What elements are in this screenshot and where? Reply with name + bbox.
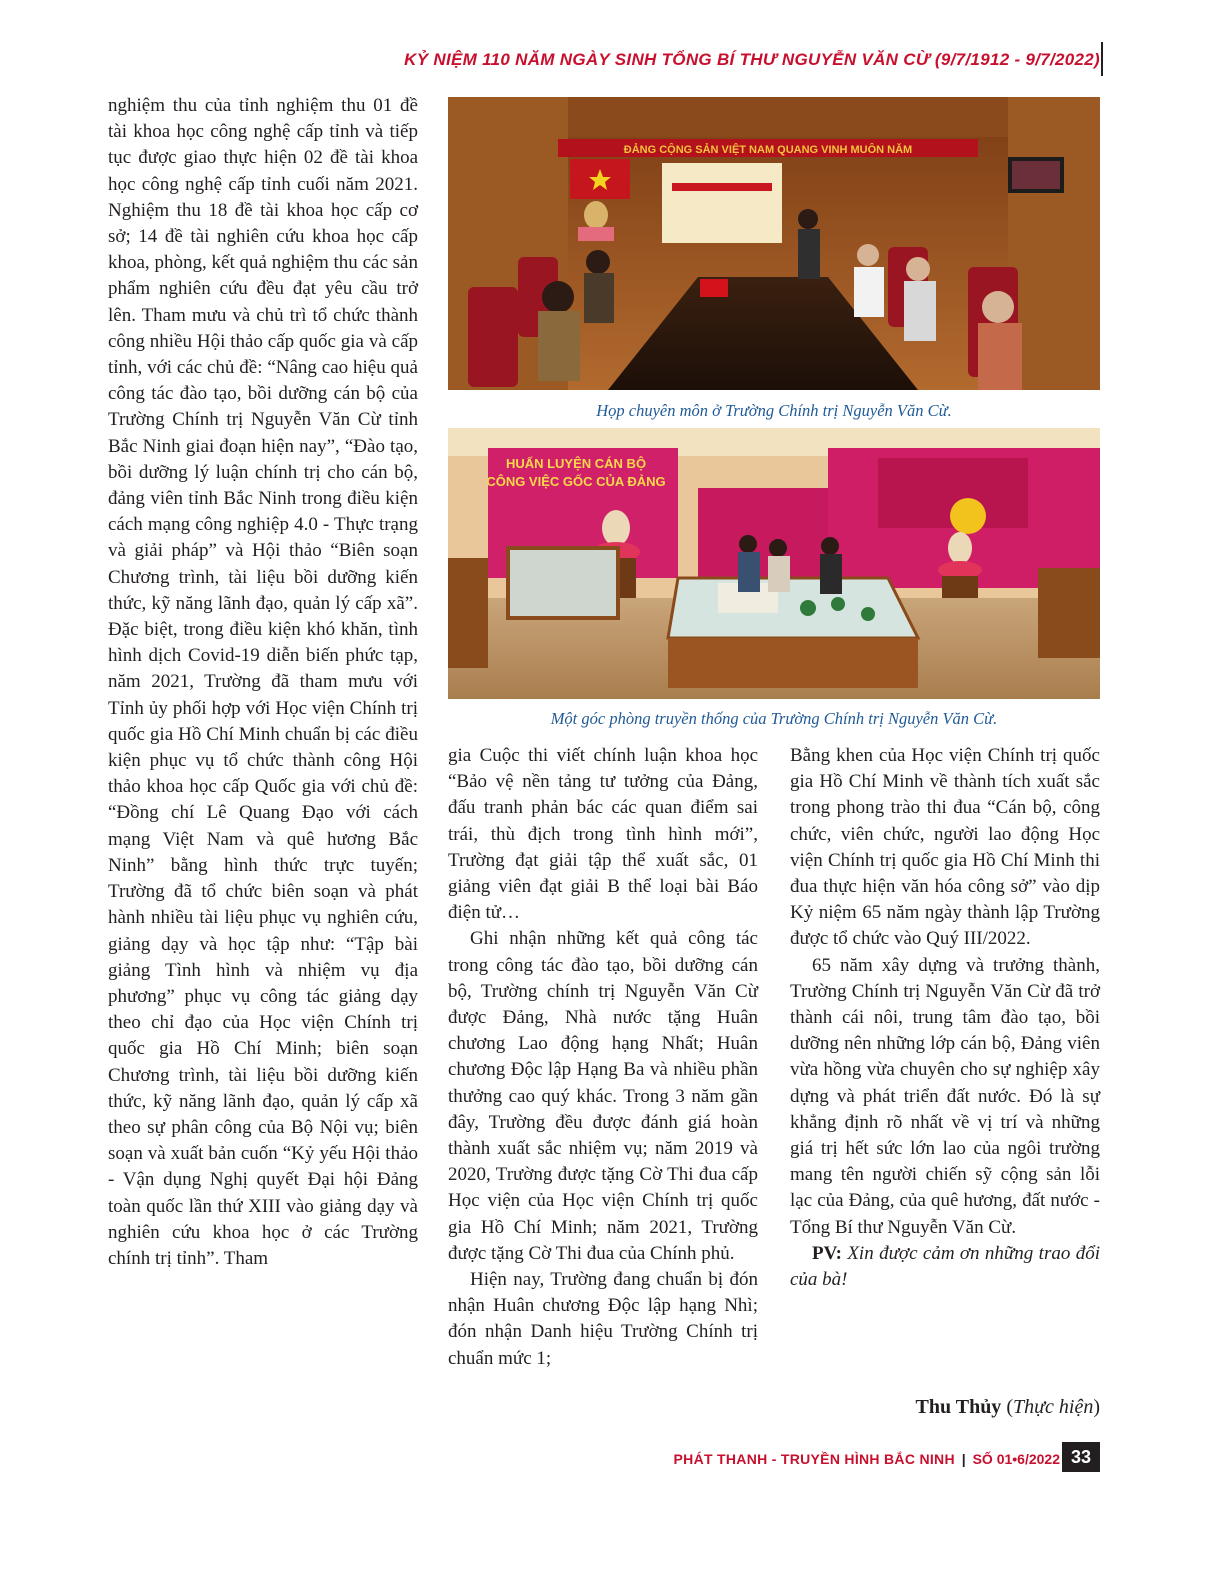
meeting-room-photo xyxy=(448,97,1100,390)
running-header: KỶ NIỆM 110 NĂM NGÀY SINH TỔNG BÍ THƯ NGUYỄN VĂN CỪ (9/7/1912 - 9/7/2022) xyxy=(404,50,1100,69)
author-role-wrap: (Thực hiện) xyxy=(1006,1396,1100,1418)
banner-text-2: CÔNG VIỆC GỐC CỦA ĐẢNG xyxy=(486,474,666,489)
header-divider xyxy=(1101,42,1103,76)
photo-caption-2: Một góc phòng truyền thống của Trường Chính trị Nguyễn Văn Cừ. xyxy=(550,709,998,728)
article-column-3 xyxy=(790,743,1100,1293)
paragraph: Hiện nay, Trường đang chuẩn bị đón nhận Huân chương Độc lập hạng Nhì; đón nhận Danh hiệu Trường Chính trị chuẩn mức 1; xyxy=(448,1269,758,1369)
meeting-room-illustration xyxy=(448,97,1100,390)
paragraph: Bằng khen của Học viện Chính trị quốc gia Hồ Chí Minh về thành tích xuất sắc trong phong trào thi đua “Cán bộ, công chức, viên chức, người lao động Học viện Chính trị quốc gia Hồ Chí Minh thi đua thực hiện văn hóa công sở” vào dịp Kỷ niệm 65 năm ngày thành lập Trường được tổ chức vào Quý III/2022. xyxy=(790,745,1100,950)
photo-caption-1: Họp chuyên môn ở Trường Chính trị Nguyễn Văn Cừ. xyxy=(596,401,952,420)
paragraph: gia Cuộc thi viết chính luận khoa học “Bảo vệ nền tảng tư tưởng của Đảng, đấu tranh phản bác các quan điểm sai trái, thù địch trong tình hình mới”, Trường đạt giải tập thể xuất sắc, 01 giảng viên đạt giải B thể loại bài Báo điện tử… xyxy=(448,745,758,924)
footer-separator: | xyxy=(961,1451,966,1467)
banner-text-1: HUẤN LUYỆN CÁN BỘ xyxy=(505,456,647,471)
tradition-room-illustration xyxy=(448,428,1100,699)
page-footer xyxy=(674,1451,1060,1467)
author-role: Thực hiện xyxy=(1012,1396,1094,1418)
issue-number: SỐ 01•6/2022 xyxy=(972,1451,1060,1467)
article-column-2 xyxy=(448,743,758,1372)
banner-text: ĐẢNG CỘNG SẢN VIỆT NAM QUANG VINH MUÔN NĂM xyxy=(623,144,913,156)
publication-name: PHÁT THANH - TRUYỀN HÌNH BẮC NINH xyxy=(673,1451,955,1467)
closing-label: PV: xyxy=(812,1242,842,1264)
paragraph: 65 năm xây dựng và trưởng thành, Trường Chính trị Nguyễn Văn Cừ đã trở thành cái nôi, trung tâm đào tạo, bồi dưỡng nên những lớp cán bộ, Đảng viên vừa hồng vừa chuyên cho sự nghiệp xây dựng và phát triển đất nước. Đó là sự khẳng định rõ nhất về vị trí và những giá trị hết sức lớn lao của ngôi trường mang tên người chiến sỹ cộng sản lỗi lạc của Đảng, của quê hương, đất nước - Tổng Bí thư Nguyễn Văn Cừ. xyxy=(790,954,1100,1238)
closing-paragraph xyxy=(790,1241,1100,1293)
closing-text: Xin được cảm ơn những trao đổi của bà! xyxy=(790,1242,1101,1291)
article-column-1 xyxy=(108,93,418,1272)
author-name: Thu Thủy xyxy=(915,1396,1002,1418)
tradition-room-photo xyxy=(448,428,1100,699)
paragraph: nghiệm thu của tỉnh nghiệm thu 01 đề tài khoa học công nghệ cấp tỉnh và tiếp tục được giao thực hiện 02 đề tài khoa học công nghệ cấp tỉnh cuối năm 2021. Nghiệm thu 18 đề tài khoa học cấp cơ sở; 14 đề tài nghiên cứu khoa học cấp khoa, phòng, kết quả nghiệm thu các sản phẩm nghiên cứu đều đạt yêu cầu trở lên. Tham mưu và chủ trì tổ chức thành công nhiều Hội thảo cấp quốc gia và cấp tỉnh, với các chủ đề: “Nâng cao hiệu quả công tác đào tạo, bồi dưỡng cán bộ của Trường Chính trị Nguyễn Văn Cừ tỉnh Bắc Ninh giai đoạn hiện nay”, “Đào tạo, bồi dưỡng lý luận chính trị cho cán bộ, đảng viên tỉnh Bắc Ninh trong điều kiện cách mạng công nghiệp 4.0 - Thực trạng và giải pháp” và Hội thảo “Biên soạn Chương trình, tài liệu bồi dưỡng kiến thức, kỹ năng lãnh đạo, quản lý cấp xã”. Đặc biệt, trong điều kiện khó khăn, tình hình dịch Covid-19 diễn biến phức tạp, năm 2021, Trường đã tham mưu với Tỉnh ủy phối hợp với Học viện Chính trị quốc gia Hồ Chí Minh chuẩn bị các điều kiện phục vụ tổ chức thành công Hội thảo khoa học cấp Quốc gia với chủ đề: “Đồng chí Lê Quang Đạo với cách mạng Việt Nam và quê hương Bắc Ninh” bằng hình thức trực tuyến; Trường đã tổ chức biên soạn và phát hành nhiều tài liệu phục vụ nghiên cứu, giảng dạy và học tập như: “Tập bài giảng Tình hình và nhiệm vụ địa phương” phục vụ công tác giảng dạy theo chỉ đạo của Học viện Chính trị quốc gia Hồ Chí Minh; biên soạn Chương trình, tài liệu bồi dưỡng kiến thức, kỹ năng lãnh đạo, quản lý cấp xã theo sự phân công của Bộ Nội vụ; biên soạn và xuất bản cuốn “Kỷ yếu Hội thảo - Vận dụng Nghị quyết Đại hội Đảng toàn quốc lần thứ XIII vào giảng dạy và nghiên cứu khoa học ở các Trường chính trị tỉnh”. Tham xyxy=(108,95,418,1269)
page-number: 33 xyxy=(1062,1442,1100,1472)
author-signature xyxy=(916,1396,1101,1419)
paragraph: Ghi nhận những kết quả công tác trong công tác đào tạo, bồi dưỡng cán bộ, Trường chính trị Nguyễn Văn Cừ được Đảng, Nhà nước tặng Huân chương Lao động hạng Nhất; Huân chương Độc lập Hạng Ba và nhiều phần thưởng cao quý khác. Trong 3 năm gần đây, Trường đều được đánh giá hoàn thành xuất sắc nhiệm vụ; năm 2019 và 2020, Trường được tặng Cờ Thi đua cấp Học viện của Học viện Chính trị quốc gia Hồ Chí Minh; năm 2021, Trường được tặng Cờ Thi đua của Chính phủ. xyxy=(448,928,758,1264)
